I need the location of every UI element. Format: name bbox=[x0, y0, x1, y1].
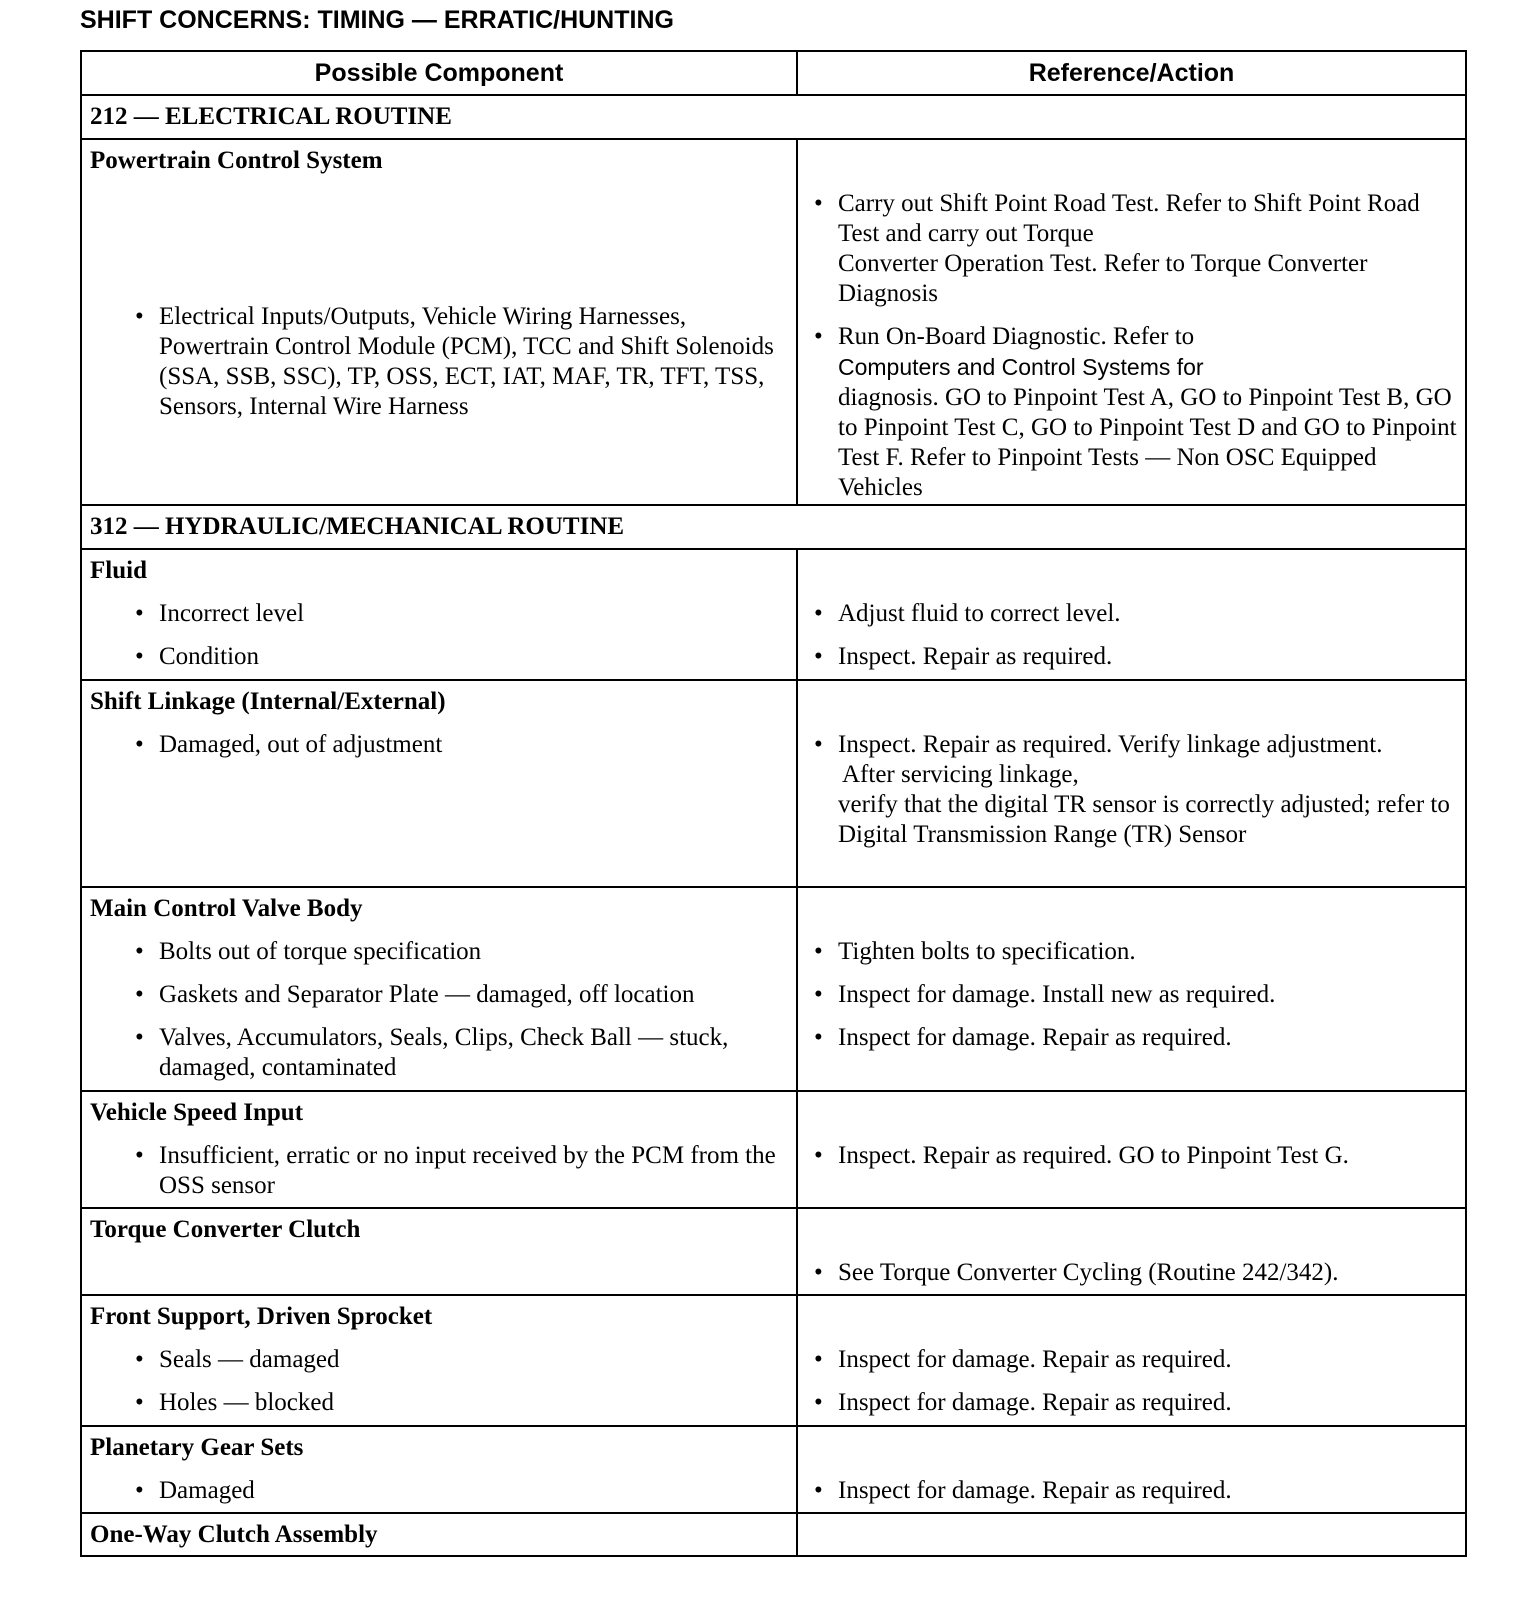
table-row bbox=[81, 1426, 1466, 1513]
component-cell bbox=[81, 1091, 797, 1208]
action-cell bbox=[797, 1208, 1466, 1295]
component-title: Torque Converter Clutch bbox=[90, 1216, 361, 1243]
table-row bbox=[81, 139, 1466, 505]
column-header-action: Reference/Action bbox=[797, 51, 1466, 95]
routine-row bbox=[81, 505, 1466, 549]
table-row bbox=[81, 887, 1466, 1091]
list-item: • Bolts out of torque specification bbox=[82, 937, 796, 967]
list-item: • Insufficient, erratic or no input received by the PCM from the OSS sensor bbox=[82, 1141, 796, 1201]
component-title: Main Control Valve Body bbox=[90, 895, 363, 922]
action-list bbox=[798, 1476, 1465, 1506]
table-header-row bbox=[81, 51, 1466, 95]
table-row bbox=[81, 1091, 1466, 1208]
action-list bbox=[798, 599, 1465, 672]
action-cell bbox=[797, 887, 1466, 1091]
component-cell bbox=[81, 1295, 797, 1426]
list-item: • See Torque Converter Cycling (Routine 242/342). bbox=[798, 1258, 1465, 1288]
action-list bbox=[798, 937, 1465, 1053]
action-list bbox=[798, 1258, 1465, 1288]
action-list bbox=[798, 1345, 1465, 1418]
component-title: Powertrain Control System bbox=[90, 147, 383, 174]
table-row bbox=[81, 1295, 1466, 1426]
action-cell bbox=[797, 1513, 1466, 1556]
component-title: Vehicle Speed Input bbox=[90, 1099, 304, 1126]
component-cell bbox=[81, 549, 797, 680]
component-cell bbox=[81, 1426, 797, 1513]
component-list bbox=[82, 302, 796, 422]
list-item: • Damaged, out of adjustment bbox=[82, 730, 796, 760]
action-text: After servicing linkage, bbox=[842, 761, 1079, 788]
list-item bbox=[798, 730, 1465, 850]
table-row bbox=[81, 680, 1466, 887]
component-cell bbox=[81, 680, 797, 887]
action-text: verify that the digital TR sensor is correctly adjusted; refer to Digital Transmission Range (TR) Sensor bbox=[838, 791, 1450, 848]
component-title: Front Support, Driven Sprocket bbox=[90, 1303, 433, 1330]
list-item: • Inspect for damage. Install new as required. bbox=[798, 980, 1465, 1010]
action-cell bbox=[797, 1091, 1466, 1208]
action-cell bbox=[797, 139, 1466, 505]
component-list bbox=[82, 937, 796, 1083]
page-title: SHIFT CONCERNS: TIMING — ERRATIC/HUNTING bbox=[80, 6, 674, 34]
list-item: • Seals — damaged bbox=[82, 1345, 796, 1375]
list-item: • Incorrect level bbox=[82, 599, 796, 629]
list-item: • Holes — blocked bbox=[82, 1388, 796, 1418]
component-title: One-Way Clutch Assembly bbox=[90, 1521, 378, 1548]
component-cell bbox=[81, 139, 797, 505]
list-item: • Valves, Accumulators, Seals, Clips, Check Ball — stuck, damaged, contaminated bbox=[82, 1023, 796, 1083]
component-list bbox=[82, 1476, 796, 1506]
component-cell bbox=[81, 1513, 797, 1556]
action-cell bbox=[797, 1426, 1466, 1513]
list-item: • Inspect for damage. Repair as required. bbox=[798, 1476, 1465, 1506]
action-list bbox=[798, 730, 1465, 850]
component-cell bbox=[81, 887, 797, 1091]
list-item: • Inspect for damage. Repair as required. bbox=[798, 1345, 1465, 1375]
list-item: • Tighten bolts to specification. bbox=[798, 937, 1465, 967]
column-header-component: Possible Component bbox=[81, 51, 797, 95]
action-cell bbox=[797, 1295, 1466, 1426]
list-item: • Electrical Inputs/Outputs, Vehicle Wiring Harnesses, Powertrain Control Module (PCM), TCC and Shift Solenoids (SSA, SSB, SSC), TP, OSS, ECT, IAT, MAF, TR, TFT, TSS, Sensors, Internal Wire Harness bbox=[82, 302, 796, 422]
list-item: • Inspect. Repair as required. GO to Pinpoint Test G. bbox=[798, 1141, 1465, 1171]
component-list bbox=[82, 1345, 796, 1418]
list-item: • Inspect for damage. Repair as required. bbox=[798, 1388, 1465, 1418]
list-item: • Inspect. Repair as required. bbox=[798, 642, 1465, 672]
action-cell bbox=[797, 549, 1466, 680]
diagnosis-table bbox=[80, 50, 1467, 1557]
component-list bbox=[82, 730, 796, 760]
table-row bbox=[81, 549, 1466, 680]
list-item bbox=[798, 189, 1465, 309]
action-list bbox=[798, 189, 1465, 503]
list-item: • Adjust fluid to correct level. bbox=[798, 599, 1465, 629]
routine-312-heading: 312 — HYDRAULIC/MECHANICAL ROUTINE bbox=[81, 505, 1466, 549]
component-title: Shift Linkage (Internal/External) bbox=[90, 688, 446, 715]
action-text: Inspect. Repair as required. Verify linkage adjustment. bbox=[838, 731, 1383, 758]
table-row bbox=[81, 1208, 1466, 1295]
routine-212-heading: 212 — ELECTRICAL ROUTINE bbox=[81, 95, 1466, 139]
list-item: • Inspect for damage. Repair as required. bbox=[798, 1023, 1465, 1053]
action-text: Run On-Board Diagnostic. Refer to bbox=[838, 323, 1195, 350]
component-list bbox=[82, 599, 796, 672]
list-item: • Gaskets and Separator Plate — damaged, off location bbox=[82, 980, 796, 1010]
routine-row bbox=[81, 95, 1466, 139]
action-cell bbox=[797, 680, 1466, 887]
component-list bbox=[82, 1141, 796, 1201]
list-item bbox=[798, 322, 1465, 503]
component-cell bbox=[81, 1208, 797, 1295]
action-text: diagnosis. GO to Pinpoint Test A, GO to Pinpoint Test B, GO to Pinpoint Test C, GO to Pinpoint Test D and GO to Pinpoint Test F. Refer to Pinpoint Tests — Non OSC Equipped Vehicles bbox=[838, 384, 1457, 501]
component-title: Planetary Gear Sets bbox=[90, 1434, 304, 1461]
action-list bbox=[798, 1141, 1465, 1171]
action-text: Converter Operation Test. Refer to Torque Converter Diagnosis bbox=[838, 250, 1368, 307]
action-text: Computers and Control Systems for bbox=[838, 354, 1204, 380]
component-title: Fluid bbox=[90, 557, 147, 584]
table-row bbox=[81, 1513, 1466, 1556]
list-item: • Condition bbox=[82, 642, 796, 672]
action-text: Carry out Shift Point Road Test. Refer to Shift Point Road Test and carry out Torque bbox=[838, 190, 1420, 247]
list-item: • Damaged bbox=[82, 1476, 796, 1506]
